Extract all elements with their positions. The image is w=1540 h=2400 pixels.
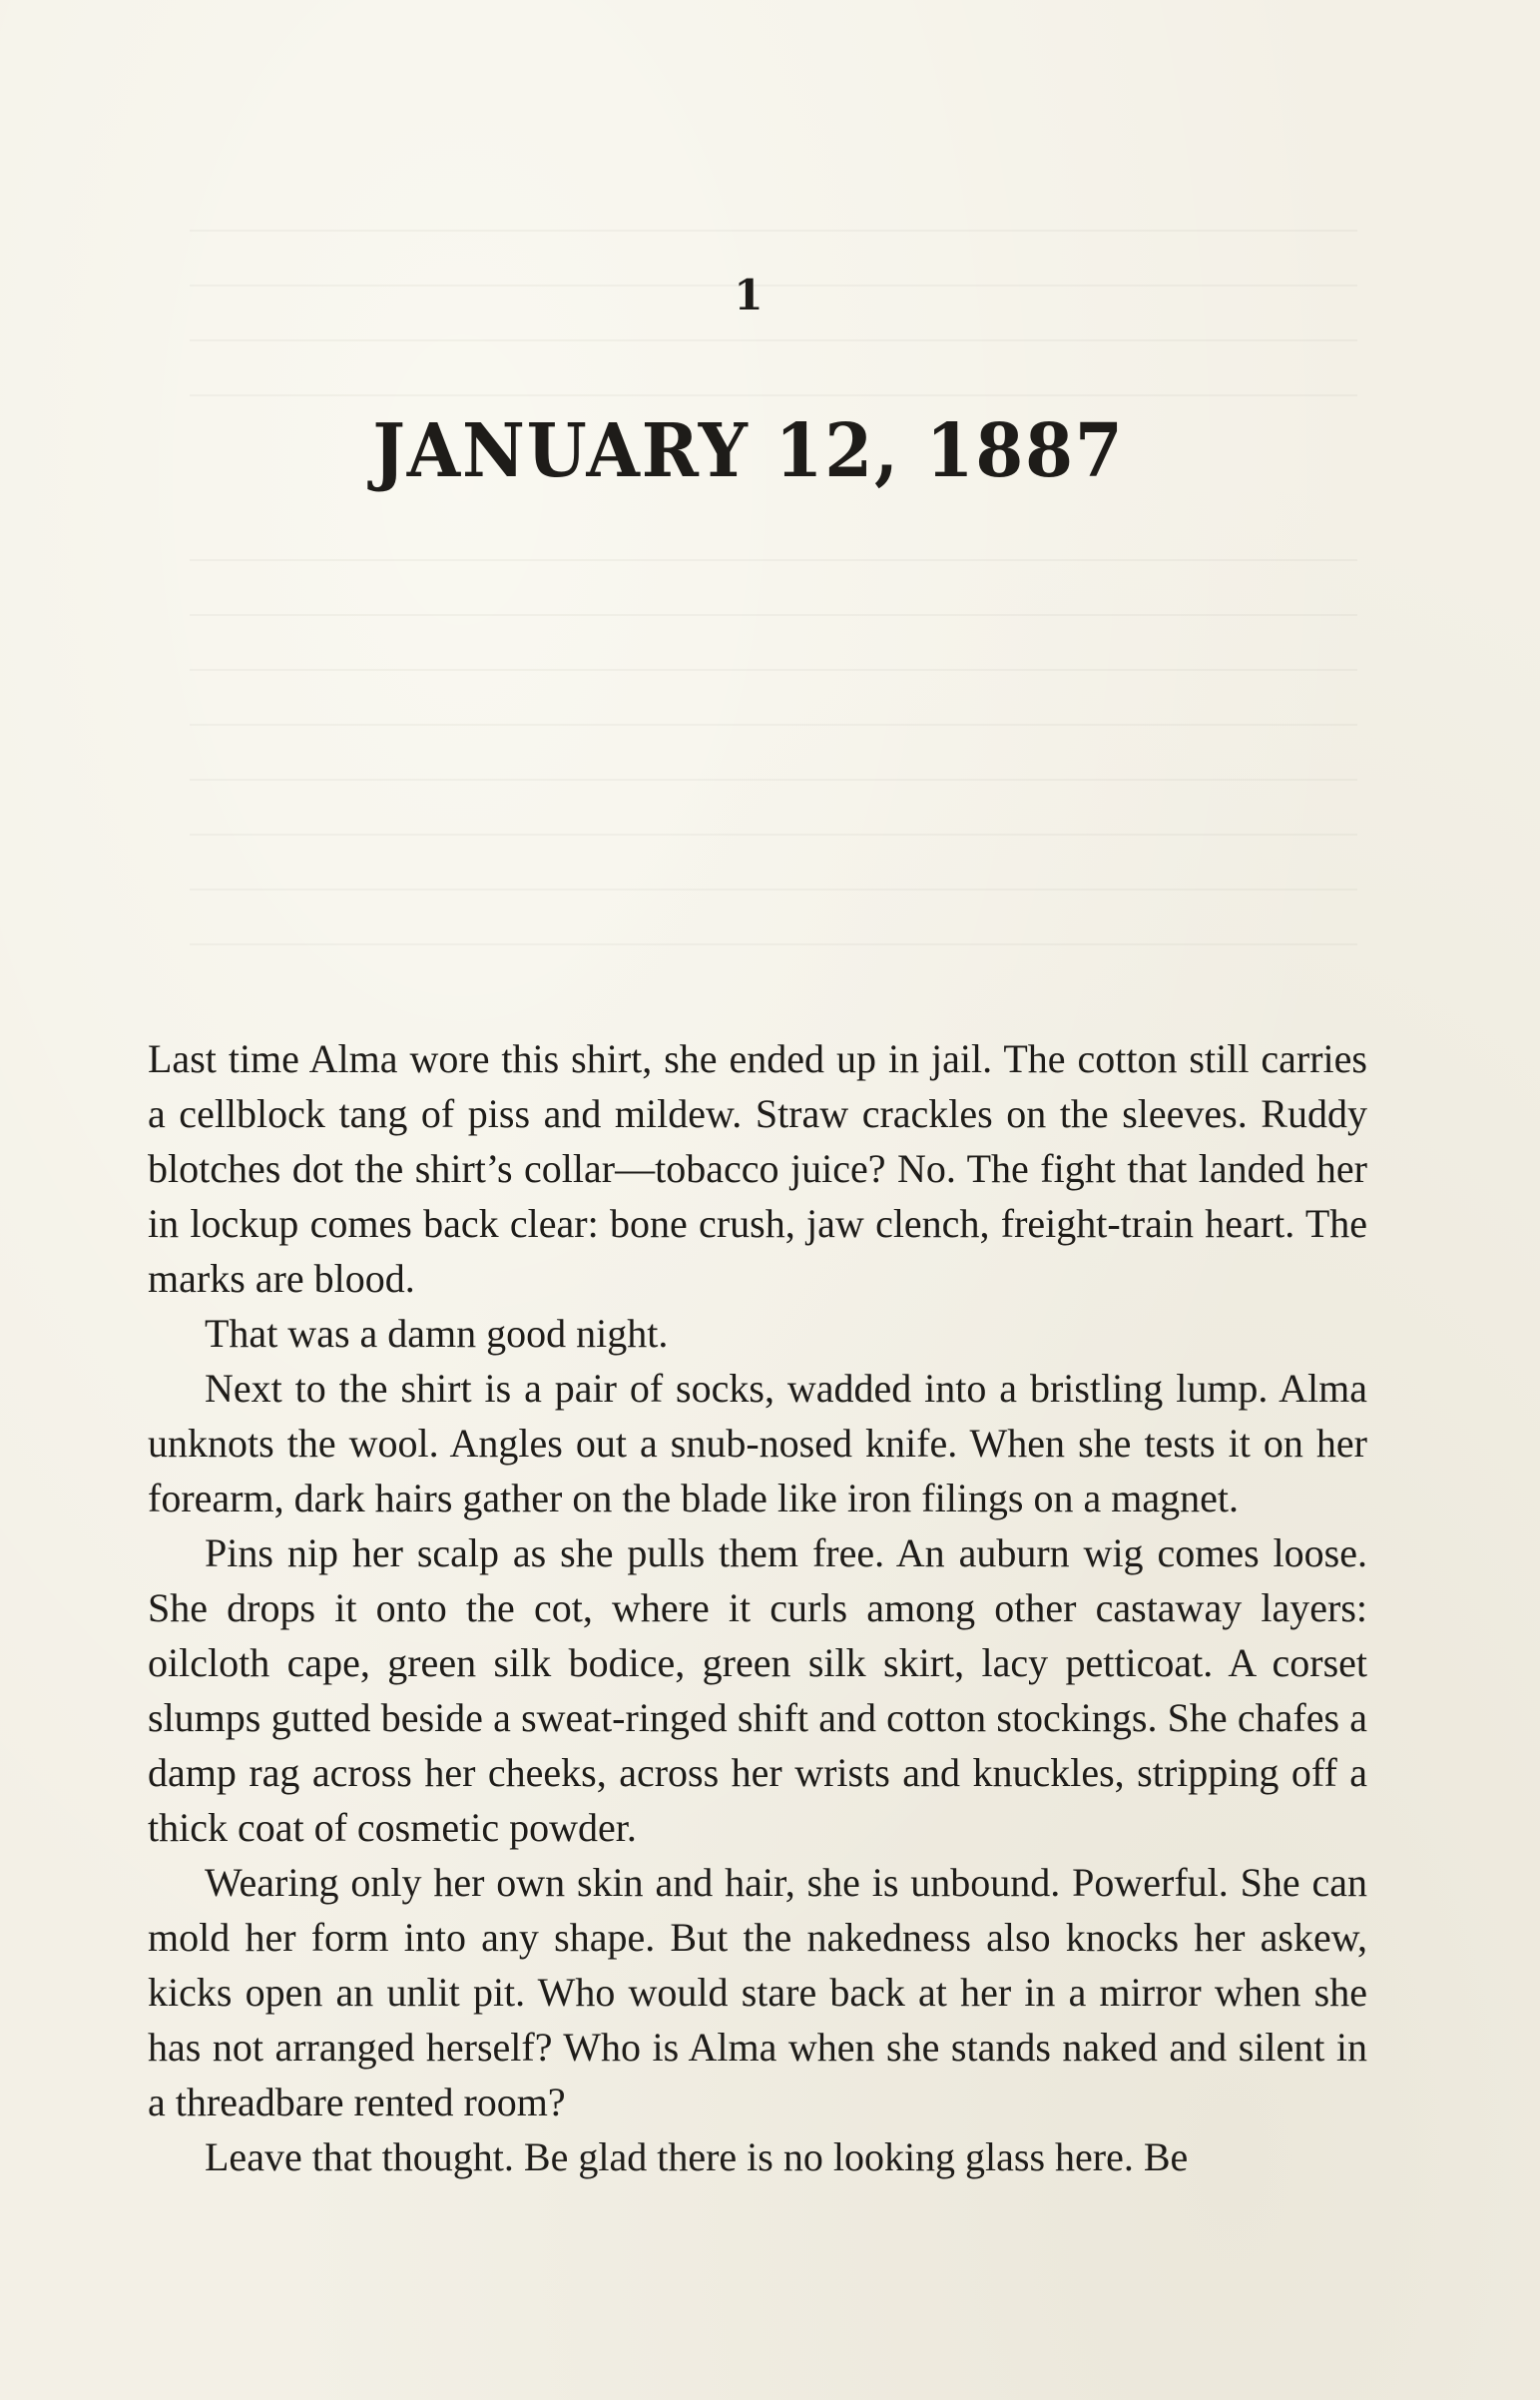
bleed-through-line (190, 724, 1357, 726)
paragraph: Pins nip her scalp as she pulls them free. An auburn wig comes loose. She drops it onto the cot, where it curls among other castaway layers: oilcloth cape, green silk bodice, green silk skirt, lacy petticoat. A corset slumps gutted beside a sweat-ringed shift and cotton stockings. She chafes a damp rag across her cheeks, across her wrists and knuckles, stripping off a thick coat of cosmetic powder. (148, 1530, 1367, 1850)
bleed-through-line (190, 834, 1357, 836)
chapter-title: JANUARY 12, 1887 (372, 408, 1125, 494)
bleed-through-line (190, 943, 1357, 945)
paragraph: Leave that thought. Be glad there is no looking glass here. Be (205, 2134, 1189, 2179)
bleed-through-line (190, 230, 1357, 232)
bleed-through-line (190, 339, 1357, 341)
paragraph: Next to the shirt is a pair of socks, wadded into a bristling lump. Alma unknots the wool. Angles out a snub-nosed knife. When she tests it on her forearm, dark hairs gather on the blade like iron filings on a magnet. (148, 1366, 1367, 1520)
chapter-body (148, 1031, 1367, 2184)
chapter-number: 1 (734, 271, 764, 319)
paragraph: Wearing only her own skin and hair, she is unbound. Powerful. She can mold her form into any shape. But the nakedness also knocks her askew, kicks open an unlit pit. Who would stare back at her in a mirror when she has not arranged herself? Who is Alma when she stands naked and silent in a threadbare rented room? (148, 1860, 1367, 2124)
bleed-through-line (190, 559, 1357, 561)
bleed-through-line (190, 394, 1357, 396)
bleed-through-line (190, 614, 1357, 616)
paragraph: Last time Alma wore this shirt, she ended up in jail. The cotton still carries a cellblock tang of piss and mildew. Straw crackles on the sleeves. Ruddy blotches dot the shirt’s collar—tobacco juice? No. The fight that landed her in lockup comes back clear: bone crush, jaw clench, freight-train heart. The marks are blood. (148, 1036, 1367, 1301)
bleed-through-line (190, 779, 1357, 781)
bleed-through-line (190, 669, 1357, 671)
paragraph: That was a damn good night. (205, 1311, 669, 1356)
bleed-through-line (190, 889, 1357, 891)
